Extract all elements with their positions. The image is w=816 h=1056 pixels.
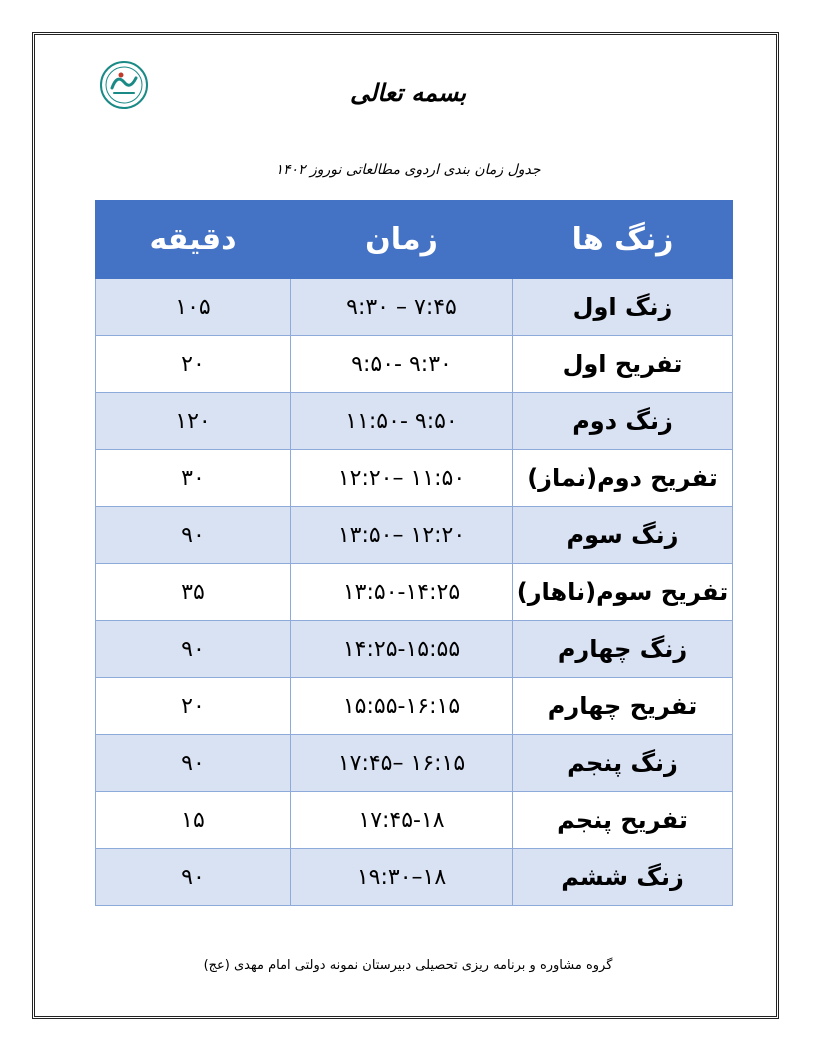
table-row	[96, 393, 733, 450]
table-row	[96, 735, 733, 792]
row-name: تفریح پنجم	[513, 792, 733, 849]
row-time: ۱۲:۲۰ –۱۳:۵۰	[291, 507, 513, 564]
row-time: ۱۶:۱۵ –۱۷:۴۵	[291, 735, 513, 792]
row-name: زنگ سوم	[513, 507, 733, 564]
row-name: تفریح دوم(نماز)	[513, 450, 733, 507]
row-name: زنگ اول	[513, 279, 733, 336]
table-row	[96, 849, 733, 906]
table-header-row	[96, 201, 733, 279]
footer-text: گروه مشاوره و برنامه ریزی تحصیلی دبیرستان نمونه دولتی امام مهدی (عج)	[203, 958, 613, 973]
row-minutes: ۲۰	[96, 678, 291, 735]
row-name: زنگ ششم	[513, 849, 733, 906]
header-time: زمان	[291, 201, 513, 279]
table-row	[96, 621, 733, 678]
row-minutes: ۹۰	[96, 849, 291, 906]
row-time: ۹:۵۰ -۱۱:۵۰	[291, 393, 513, 450]
row-minutes: ۹۰	[96, 621, 291, 678]
row-name: زنگ پنجم	[513, 735, 733, 792]
table-row	[96, 279, 733, 336]
row-name: تفریح چهارم	[513, 678, 733, 735]
row-time: ۱۸–۱۹:۳۰	[291, 849, 513, 906]
row-minutes: ۱۲۰	[96, 393, 291, 450]
table-row	[96, 678, 733, 735]
header-bells: زنگ ها	[513, 201, 733, 279]
table-row	[96, 450, 733, 507]
row-time: ۱۷:۴۵-۱۸	[291, 792, 513, 849]
row-minutes: ۳۰	[96, 450, 291, 507]
row-name: تفریح سوم(ناهار)	[513, 564, 733, 621]
page-heading: بسمه تعالی	[349, 78, 467, 107]
row-name: زنگ دوم	[513, 393, 733, 450]
row-minutes: ۹۰	[96, 507, 291, 564]
table-row	[96, 564, 733, 621]
row-name: زنگ چهارم	[513, 621, 733, 678]
row-minutes: ۱۰۵	[96, 279, 291, 336]
row-name: تفریح اول	[513, 336, 733, 393]
table-row	[96, 336, 733, 393]
row-time: ۷:۴۵ – ۹:۳۰	[291, 279, 513, 336]
row-time: ۱۵:۵۵-۱۶:۱۵	[291, 678, 513, 735]
page-subheading: جدول زمان بندی اردوی مطالعاتی نوروز ۱۴۰۲	[275, 162, 541, 178]
header-minutes: دقیقه	[96, 201, 291, 279]
row-minutes: ۲۰	[96, 336, 291, 393]
table-row	[96, 792, 733, 849]
row-minutes: ۹۰	[96, 735, 291, 792]
row-minutes: ۳۵	[96, 564, 291, 621]
row-time: ۱۳:۵۰-۱۴:۲۵	[291, 564, 513, 621]
table-row	[96, 507, 733, 564]
row-time: ۱۱:۵۰ –۱۲:۲۰	[291, 450, 513, 507]
row-minutes: ۱۵	[96, 792, 291, 849]
row-time: ۱۴:۲۵-۱۵:۵۵	[291, 621, 513, 678]
row-time: ۹:۳۰ -۹:۵۰	[291, 336, 513, 393]
schedule-table	[95, 200, 733, 906]
